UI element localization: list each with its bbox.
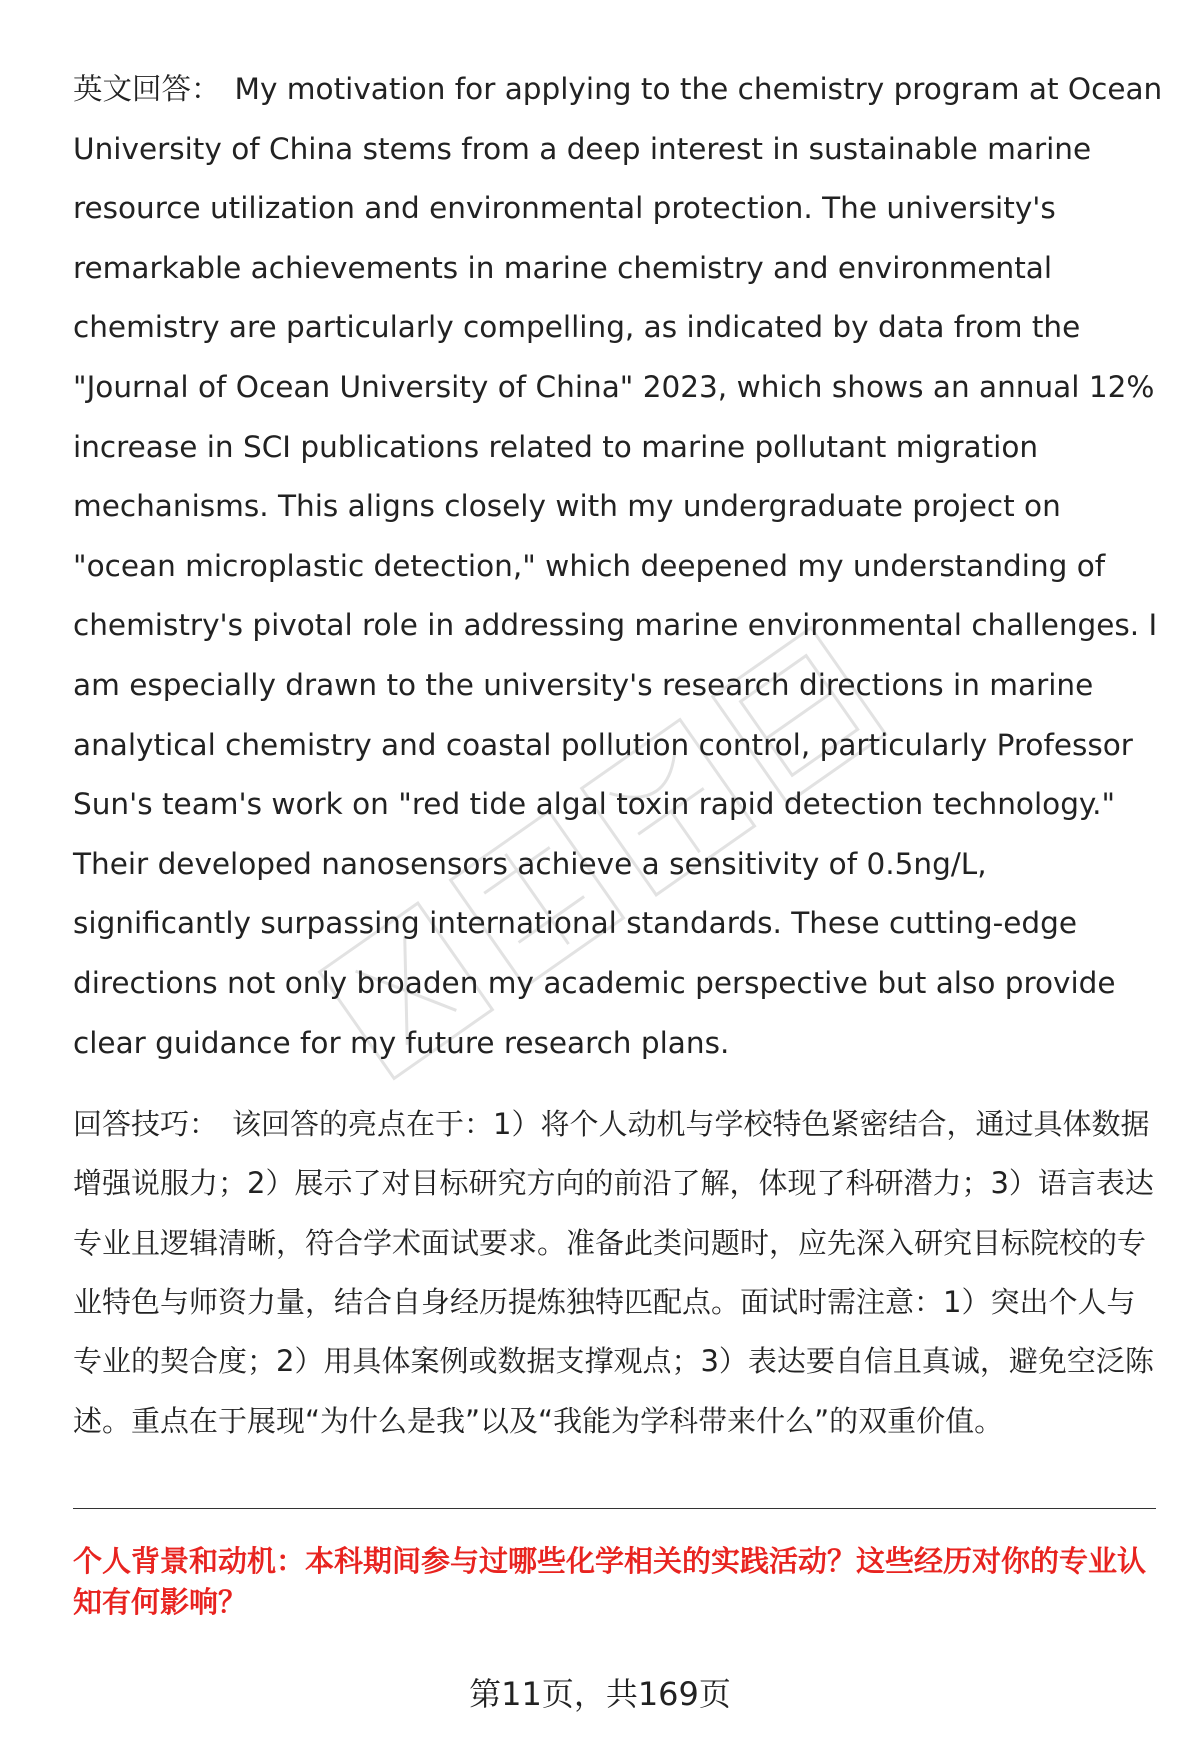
answer-tip-label: 回答技巧： <box>73 1107 219 1142</box>
next-question-heading: 个人背景和动机：本科期间参与过哪些化学相关的实践活动？这些经历对你的专业认知有何影响？ <box>73 1544 1147 1619</box>
answer-tip-paragraph <box>73 1095 1163 1451</box>
english-answer-paragraph <box>73 60 1163 1073</box>
english-answer-label: 英文回答： <box>73 72 221 106</box>
english-answer-text: My motivation for applying to the chemistry program at Ocean University of China stems from a deep interest in sustainable marine resource utilization and environmental protection. The university's remarkable achievements in marine chemistry and environmental chemistry are particularly compelling, as indicated by data from the "Journal of Ocean University of China" 2023, which shows an annual 12% increase in SCI publications related to marine pollutant migration mechanisms. This aligns closely with my undergraduate project on "ocean microplastic detection," which deepened my understanding of chemistry's pivotal role in addressing marine environmental challenges. I am especially drawn to the university's research directions in marine analytical chemistry and coastal pollution control, particularly Professor Sun's team's work on "red tide algal toxin rapid detection technology." Their developed nanosensors achieve a sensitivity of 0.5ng/L, significantly surpassing international standards. These cutting-edge directions not only broaden my academic perspective but also provide clear guidance for my future research plans. <box>73 72 1163 1060</box>
section-divider <box>73 1508 1156 1509</box>
answer-tip-text: 该回答的亮点在于：1）将个人动机与学校特色紧密结合，通过具体数据增强说服力；2）展示了对目标研究方向的前沿了解，体现了科研潜力；3）语言表达专业且逻辑清晰，符合学术面试要求。准备此类问题时，应先深入研究目标院校的专业特色与师资力量，结合自身经历提炼独特匹配点。面试时需注意：1）突出个人与专业的契合度；2）用具体案例或数据支撑观点；3）表达要自信且真诚，避免空泛陈述。重点在于展现“为什么是我”以及“我能为学科带来什么”的双重价值。 <box>73 1107 1154 1438</box>
page-number-footer: 第11页，共169页 <box>469 1675 731 1713</box>
content-body <box>73 60 1163 1451</box>
